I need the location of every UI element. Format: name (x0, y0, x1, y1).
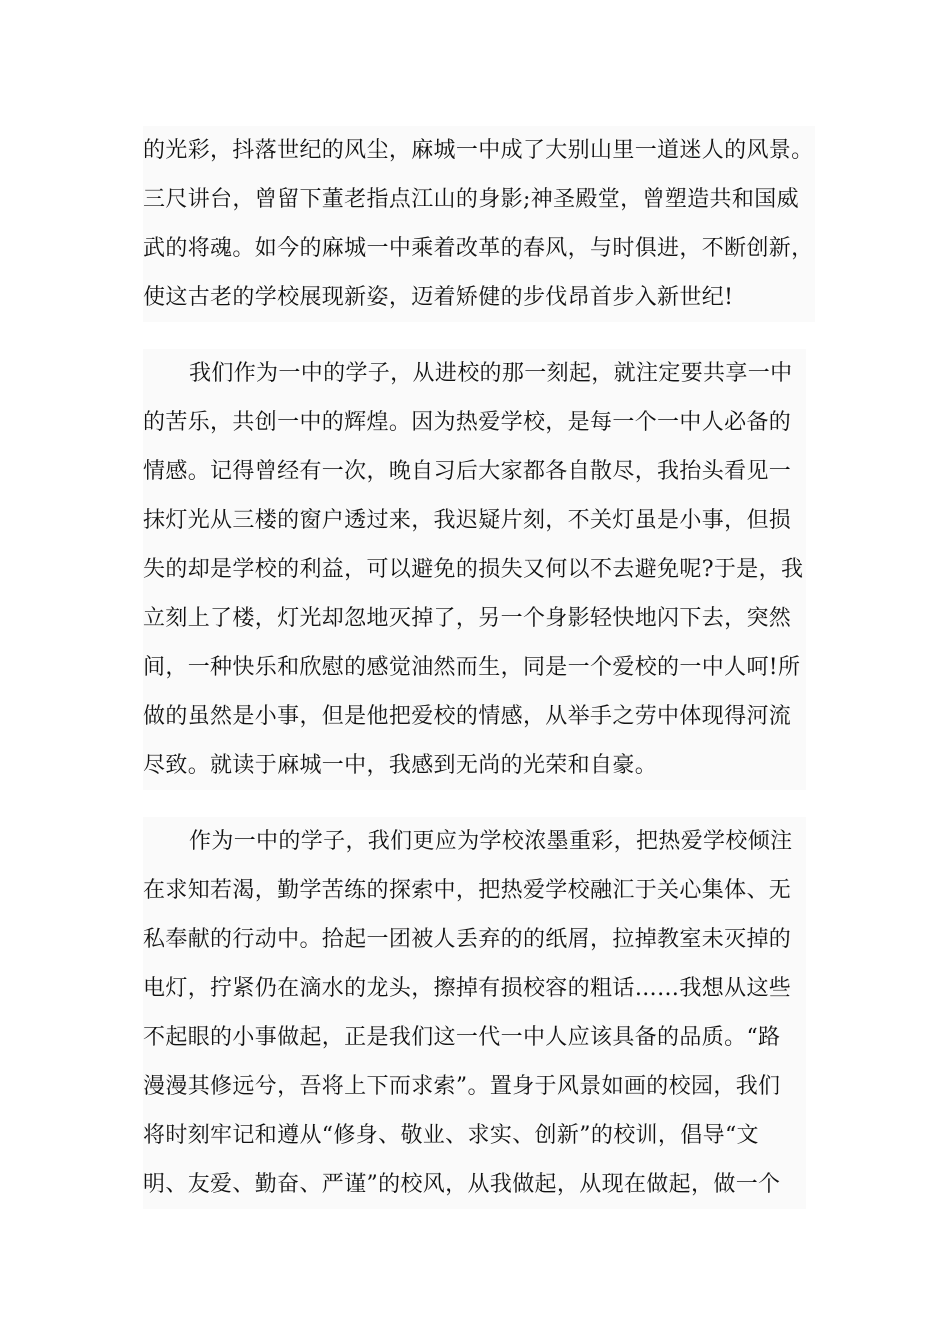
paragraph-spacer (143, 322, 823, 349)
text-line: 私奉献的行动中。拾起一团被人丢弃的的纸屑，拉掉教室未灭掉的 (143, 915, 806, 964)
text-line: 电灯，拧紧仍在滴水的龙头，擦掉有损校容的粗话……我想从这些 (143, 964, 806, 1013)
document-body (143, 126, 823, 1209)
text-line: 的光彩，抖落世纪的风尘，麻城一中成了大别山里一道迷人的风景。 (143, 126, 815, 175)
paragraph-3 (143, 817, 823, 1209)
text-line: 抹灯光从三楼的窗户透过来，我迟疑片刻，不关灯虽是小事，但损 (143, 496, 806, 545)
text-line: 间，一种快乐和欣慰的感觉油然而生，同是一个爱校的一中人呵!所 (143, 643, 806, 692)
text-line: 尽致。就读于麻城一中，我感到无尚的光荣和自豪。 (143, 741, 806, 790)
text-line: 我们作为一中的学子，从进校的那一刻起，就注定要共享一中 (143, 349, 806, 398)
text-line: 立刻上了楼，灯光却忽地灭掉了，另一个身影轻快地闪下去，突然 (143, 594, 806, 643)
text-line: 情感。记得曾经有一次，晚自习后大家都各自散尽，我抬头看见一 (143, 447, 806, 496)
text-line: 明、友爱、勤奋、严谨”的校风，从我做起，从现在做起，做一个 (143, 1160, 806, 1209)
paragraph-2 (143, 349, 823, 790)
text-line: 武的将魂。如今的麻城一中乘着改革的春风，与时俱进，不断创新， (143, 224, 815, 273)
text-line: 作为一中的学子，我们更应为学校浓墨重彩，把热爱学校倾注 (143, 817, 806, 866)
text-line: 做的虽然是小事，但是他把爱校的情感，从举手之劳中体现得河流 (143, 692, 806, 741)
text-line: 三尺讲台，曾留下董老指点江山的身影;神圣殿堂，曾塑造共和国威 (143, 175, 815, 224)
text-line: 漫漫其修远兮，吾将上下而求索”。置身于风景如画的校园，我们 (143, 1062, 806, 1111)
text-line: 使这古老的学校展现新姿，迈着矫健的步伐昂首步入新世纪! (143, 273, 815, 322)
paragraph-spacer (143, 790, 823, 817)
text-line: 不起眼的小事做起，正是我们这一代一中人应该具备的品质。“路 (143, 1013, 806, 1062)
text-line: 失的却是学校的利益，可以避免的损失又何以不去避免呢?于是，我 (143, 545, 806, 594)
paragraph-1 (143, 126, 823, 322)
text-line: 的苦乐，共创一中的辉煌。因为热爱学校，是每一个一中人必备的 (143, 398, 806, 447)
text-line: 将时刻牢记和遵从“修身、敬业、求实、创新”的校训，倡导“文 (143, 1111, 806, 1160)
text-line: 在求知若渴，勤学苦练的探索中，把热爱学校融汇于关心集体、无 (143, 866, 806, 915)
